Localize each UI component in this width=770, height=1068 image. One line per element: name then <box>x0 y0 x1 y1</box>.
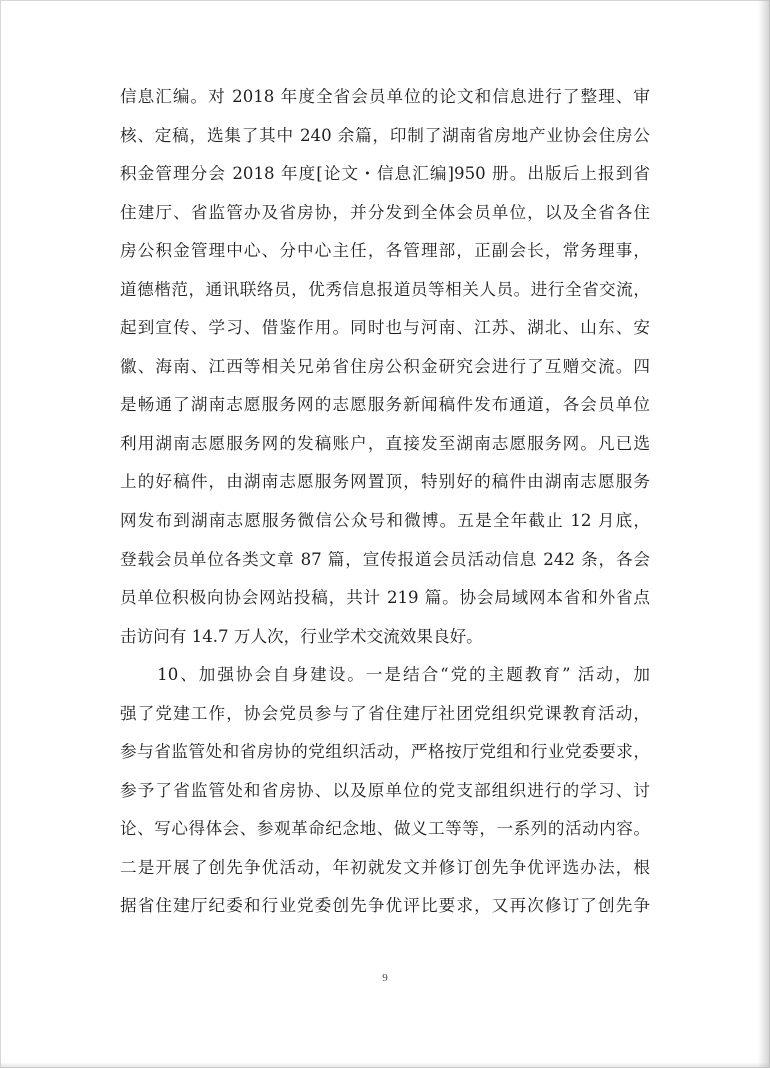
text-line: 二是开展了创先争优活动，年初就发文并修订创先争优评选办法，根 <box>120 857 650 877</box>
text-line: 强了党建工作，协会党员参与了省住建厅社团党组织党课教育活动， <box>120 703 650 723</box>
scan-bottom-shadow <box>0 1062 770 1068</box>
text-line: 住建厅、省监管办及省房协，并分发到全体会员单位，以及全省各住 <box>120 202 650 222</box>
body-text <box>120 78 650 926</box>
text-line: 信息汇编。对 2018 年度全省会员单位的论文和信息进行了整理、审 <box>120 87 650 106</box>
text-line: 房公积金管理中心、分中心主任，各管理部，正副会长，常务理事， <box>120 241 650 261</box>
text-line: 论、写心得体会、参观革命纪念地、做义工等等，一系列的活动内容。 <box>120 819 650 839</box>
text-line: 网发布到湖南志愿服务微信公众号和微博。五是全年截止 12 月底， <box>120 511 650 531</box>
page-number: 9 <box>382 972 388 984</box>
text-line: 核、定稿，选集了其中 240 余篇，印制了湖南省房地产业协会住房公 <box>120 125 650 145</box>
text-line: 积金管理分会 2018 年度[论文・信息汇编]950 册。出版后上报到省 <box>120 164 650 184</box>
text-line: 据省住建厅纪委和行业党委创先争优评比要求，又再次修订了创先争 <box>120 896 650 916</box>
text-line: 利用湖南志愿服务网的发稿账户，直接发至湖南志愿服务网。凡已选 <box>120 433 650 453</box>
text-line: 参予了省监管处和省房协、以及原单位的党支部组织进行的学习、讨 <box>120 780 650 800</box>
text-line: 登载会员单位各类文章 87 篇，宣传报道会员活动信息 242 条，各会 <box>120 549 650 569</box>
text-line: 起到宣传、学习、借鉴作用。同时也与河南、江苏、湖北、山东、安 <box>120 318 650 338</box>
paragraph-start-line: 10、加强协会自身建设。一是结合“党的主题教育” 活动，加 <box>120 665 650 685</box>
paragraph-end-line: 击访问有 14.7 万人次，行业学术交流效果良好。 <box>120 626 483 646</box>
text-line: 是畅通了湖南志愿服务网的志愿服务新闻稿件发布通道，各会员单位 <box>120 395 650 415</box>
text-line: 参与省监管处和省房协的党组织活动，严格按厅党组和行业党委要求， <box>120 742 650 762</box>
scan-edge-shadow <box>758 0 770 1068</box>
text-line: 员单位积极向协会网站投稿，共计 219 篇。协会局域网本省和外省点 <box>120 588 650 608</box>
text-line: 上的好稿件，由湖南志愿服务网置顶，特别好的稿件由湖南志愿服务 <box>120 472 650 492</box>
text-line: 道德楷范，通讯联络员，优秀信息报道员等相关人员。进行全省交流， <box>120 279 650 299</box>
text-line: 徽、海南、江西等相关兄弟省住房公积金研究会进行了互赠交流。四 <box>120 356 650 376</box>
